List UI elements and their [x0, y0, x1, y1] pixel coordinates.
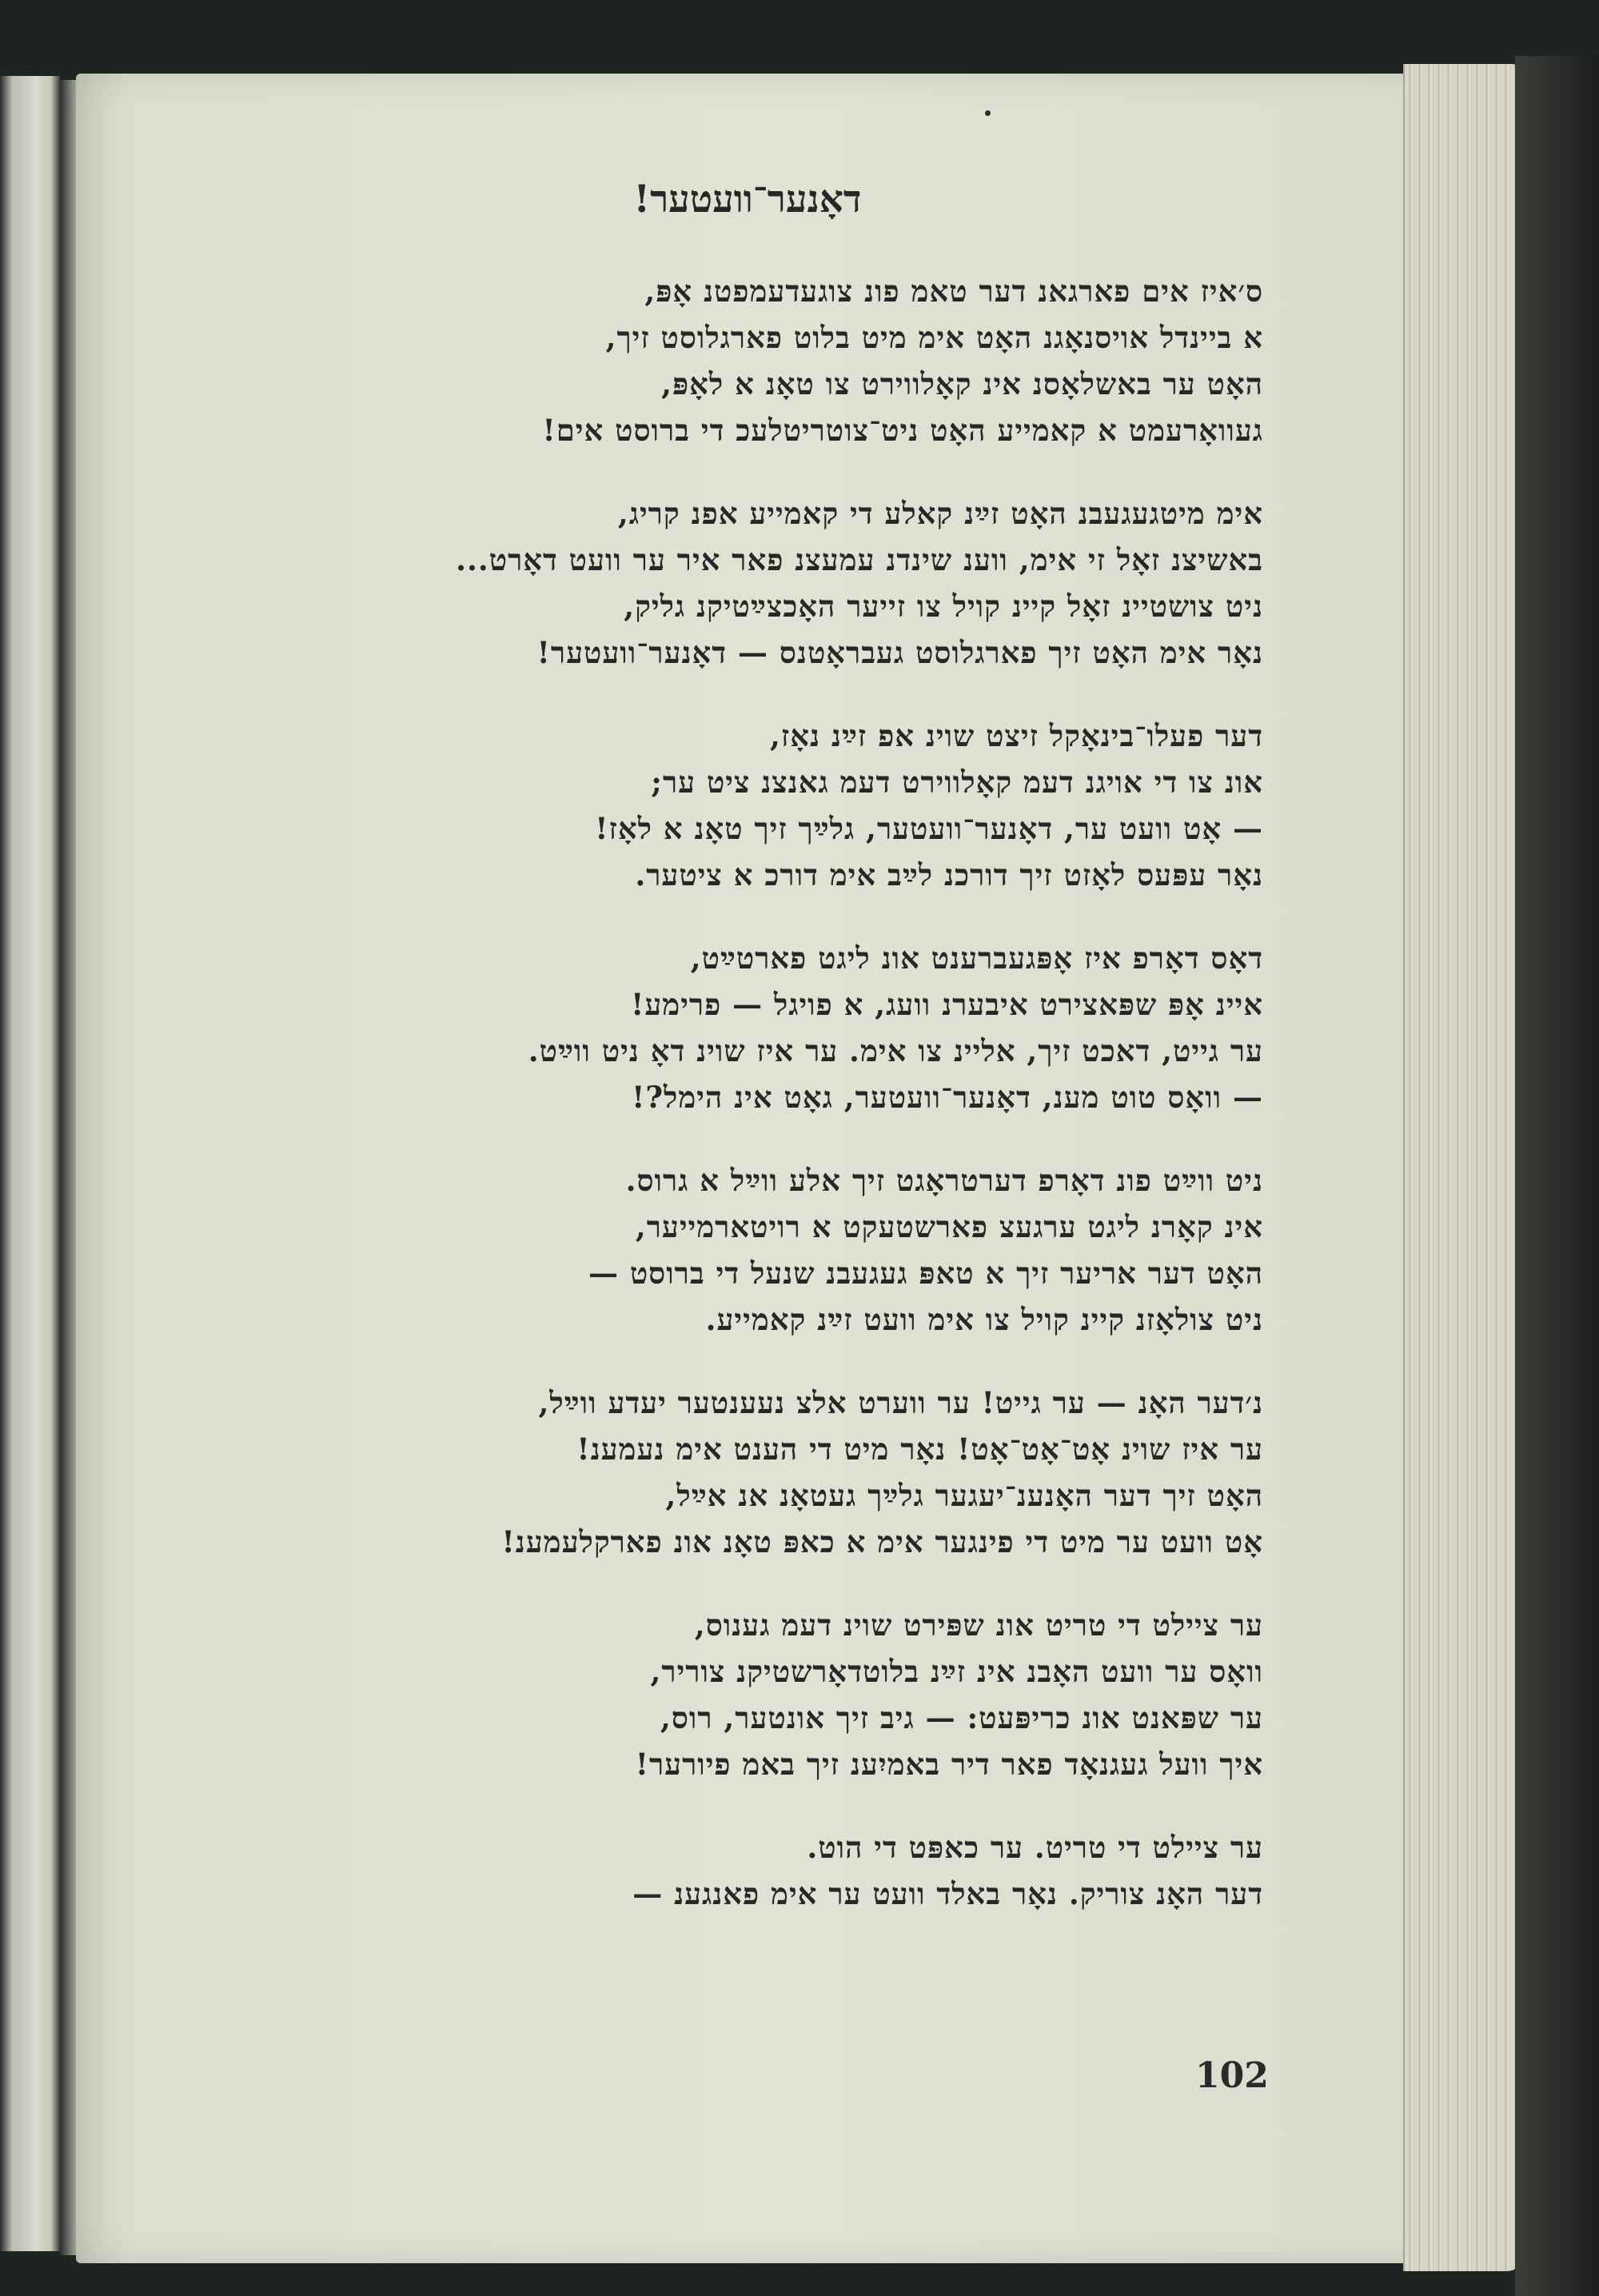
- poem-line: ער איז שוינ אָט־אָט־אָט! נאָר מיט די הענט אימ נעמענ!: [576, 1432, 1263, 1467]
- poem-line: ער שפּאנט אונ כריפּעט: — גיב זיך אונטער, רוס,: [660, 1700, 1263, 1735]
- poem-line: וואָס ער וועט האָבנ אינ זײַנ בלוטדאָרשטיקנ צוריר,: [650, 1654, 1263, 1689]
- poem-line: ניט ווײַט פונ דאָרפ דערטראָגט זיך אלע ווײַל א גרוס.: [625, 1163, 1263, 1198]
- poem-line: — וואָס טוט מענ, דאָנער־וועטער, גאָט אינ הימל?!: [632, 1080, 1263, 1115]
- page-edges: [1403, 64, 1523, 2271]
- poem-text: [160, 144, 1263, 2087]
- poem-line: דאָס דאָרפ איז אָפּגעברענט אונ ליגט פארטײַט,: [690, 940, 1263, 976]
- poem-line: ס׳איז אים פארגאנ דער טאמ פונ צוגעדעמפטנ אָפּ,: [644, 274, 1263, 309]
- stanza-1: [160, 268, 1263, 453]
- poem-line: דער פעלו־בינאָקל זיצט שוינ אפ זײַנ נאָז,: [770, 718, 1263, 753]
- poem-line: דער האָנ צוריק. נאָר באלד וועט ער אימ פאנגענ —: [632, 1876, 1263, 1911]
- poem-line: האָט זיך דער האָנענ־יעגער גלײַך געטאָנ אנ אײַל,: [665, 1478, 1263, 1513]
- poem-title: דאָנער־וועטער!: [633, 178, 862, 222]
- stanza-4: [160, 935, 1263, 1120]
- poem-line: ער ציילט די טריט. ער כאפּט די הוט.: [807, 1830, 1263, 1865]
- stanza-7: [160, 1602, 1263, 1787]
- poem-line: ניט צולאָזנ קיינ קויל צו אימ וועט זײַנ קאמייע.: [705, 1302, 1263, 1337]
- stanza-6: [160, 1380, 1263, 1565]
- poem-line: נאָר עפּעס לאָזט זיך דורכנ לײַב אימ דורכ א ציטער.: [635, 857, 1263, 892]
- poem-line: — אָט וועט ער, דאָנער־וועטער, גלײַך זיך טאָנ א לאָז!: [595, 811, 1263, 846]
- poem-line: ער ציילט די טריט אונ שפּירט שוינ דעמ גענוס,: [694, 1607, 1263, 1643]
- poem-line: אינ קאָרנ ליגט ערגעצ פארשטעקט א רויטארמייער,: [635, 1209, 1263, 1244]
- poem-line: ניט צושטיינ זאָל קיינ קויל צו זייער האָכצײַטיקנ גליק,: [624, 589, 1263, 624]
- stanza-2: [160, 490, 1263, 676]
- poem-line: אימ מיטגעגעבנ האָט זײַנ קאלע די קאמייע אפנ קריג,: [617, 496, 1263, 531]
- left-page-edge: [0, 76, 60, 2251]
- poem-line: איינ אָפּ שפּאצירט איבערנ וועג, א פויגל — פרימע!: [631, 987, 1263, 1022]
- poem-line: ער גייט, דאכט זיך, אליינ צו אימ. ער איז שוינ דאָ ניט ווײַט.: [528, 1033, 1263, 1068]
- stanza-5: [160, 1157, 1263, 1343]
- poem-line: באשיצנ זאָל זי אימ, ווענ שינדנ עמעצנ פאר איר ער וועט דאָרט...: [456, 542, 1263, 577]
- background-shadow: [1515, 56, 1599, 2296]
- poem-line: נאָר אימ האָט זיך פארגלוסט געבראָטנס — דאָנער־וועטער!: [536, 635, 1263, 670]
- stanza-8: [160, 1824, 1263, 1917]
- poem-line: א ביינדל אויסנאָגנ האָט אימ מיט בלוט פארגלוסט זיך,: [605, 320, 1263, 355]
- poem-line: איך וועל געגנאָד פאר דיר באמיִענ זיך באמ פיורער!: [635, 1747, 1263, 1782]
- poem-line: האָט דער אריער זיך א טאפּ געגעבנ שנעל די ברוסט —: [588, 1256, 1263, 1291]
- poem-line: נ׳דער האָנ — ער גייט! ער ווערט אלצ נעענטער יעדע ווײַל,: [538, 1385, 1263, 1420]
- page-number: 102: [1195, 2055, 1269, 2096]
- poem-line: געוואָרעמט א קאמייע האָט ניט־צוטריטלעכ די ברוסט אים!: [542, 413, 1263, 448]
- poem-line: האָט ער באשלאָסנ אינ קאָלווירט צו טאָנ א לאָפּ,: [661, 366, 1263, 401]
- stanza-3: [160, 713, 1263, 898]
- book-spine: [60, 80, 78, 2255]
- poem-line: אָט וועט ער מיט די פינגער אימ א כאפּ טאָנ אונ פארקלעמענ!: [501, 1524, 1263, 1559]
- ink-dot: [985, 110, 991, 116]
- poem-line: אונ צו די אויגנ דעמ קאָלווירט דעמ גאנצנ ציט ער;: [651, 765, 1263, 800]
